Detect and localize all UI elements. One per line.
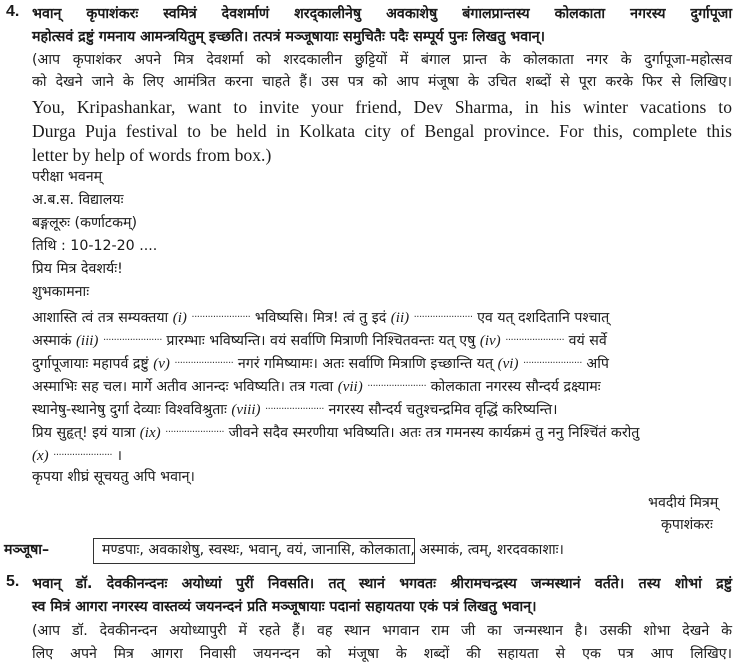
fill-blank-ii[interactable]: ...................... (413, 309, 473, 320)
fill-blank-iii[interactable]: ...................... (102, 332, 162, 343)
body-text: प्रिय सुहृत्! इयं यात्रा (32, 425, 140, 441)
body-text: आशास्ति त्वं तत्र सम्यक्तया (32, 310, 173, 326)
letter-body-line-7 (32, 442, 122, 467)
q4-instruction-hindi-line-1: (आप कृपाशंकर अपने मित्र देवशर्मा को शरदकालीन छुट्टियों में बंगाल प्रान्त के कोलकाता नगर के दुर्गापूजा-महोत्सव (32, 52, 732, 68)
fill-blank-iv[interactable]: ...................... (505, 332, 565, 343)
q5-instruction-sanskrit-line-1: भवान् डॉ. देवकीनन्दनः अयोध्यां पुरीं निवसति। तत् स्थानं भगवतः श्रीरामचन्द्रस्य जन्मस्थानं वर्तते। तस्य शोभां द्रष्टुं (32, 576, 732, 592)
fill-blank-v[interactable]: ...................... (174, 355, 234, 366)
blank-marker-ix: (ix) (139, 425, 161, 441)
question-number-4: 4. (6, 3, 20, 20)
fill-blank-x[interactable]: ...................... (53, 447, 113, 458)
fill-blank-viii[interactable]: ...................... (265, 401, 324, 412)
q4-instruction-english-line-1: You, Kripashankar, want to invite your friend, Dev Sharma, in his winter vacations to (32, 97, 732, 117)
body-text: दुर्गापूजायाः महापर्व द्रष्टुं (32, 356, 154, 372)
letter-signoff-line-1: भवदीयं मित्रम् (648, 495, 719, 511)
body-text: अस्माकं (32, 333, 76, 349)
letter-signoff-name: कृपाशंकरः (661, 517, 713, 533)
body-text: अस्माभिः सह चल। मार्गे अतीव आनन्दः भविष्यति। तत्र गत्वा (32, 379, 338, 395)
q4-instruction-sanskrit-line-2: महोत्सवं द्रष्टुं गमनाय आमन्त्रयितुम् इच्छति। तत्पत्रं मञ्जूषायाः समुचितैः पदैः सम्पूर्य पुनः लिखतु भवान्। (32, 29, 546, 45)
body-text: एव यत् दशदितानि पश्चात् (472, 310, 610, 326)
question-number-5: 5. (6, 573, 20, 590)
q5-instruction-hindi-line-1: (आप डॉ. देवकीनन्दन अयोध्यापुरी में रहते हैं। वह स्थान भगवान राम जी का जन्मस्थान है। उसकी शोभा देखने के (32, 623, 732, 639)
body-text: नगरस्य सौन्दर्य चतुश्चन्द्रमिव वृद्धिं करिष्यन्ति। (323, 402, 558, 418)
blank-marker-vii: (vii) (337, 379, 363, 395)
blank-marker-i: (i) (172, 310, 187, 326)
letter-body-line-6 (32, 419, 639, 444)
letter-date: तिथि : 10-12-20 .... (32, 238, 158, 254)
blank-marker-viii: (viii) (231, 402, 261, 418)
q4-instruction-english-line-2: Durga Puja festival to be held in Kolkata city of Bengal province. For this, complete this (32, 121, 732, 141)
body-text: वयं सर्वे (564, 333, 607, 349)
fill-blank-i[interactable]: ...................... (191, 309, 251, 320)
letter-salutation: प्रिय मित्र देवशर्यः! (32, 261, 123, 277)
blank-marker-x: (x) (32, 448, 49, 464)
body-text: भविष्यसि। मित्र! त्वं तु इदं (250, 310, 391, 326)
blank-marker-vi: (vi) (497, 356, 519, 372)
fill-blank-ix[interactable]: ...................... (165, 424, 225, 435)
body-text: कोलकाता नगरस्य सौन्दर्य द्रक्ष्यामः (426, 379, 601, 395)
blank-marker-ii: (ii) (390, 310, 410, 326)
body-text: नगरं गमिष्यामः। अतः सर्वाणि मित्राणि इच्छान्ति यत् (233, 356, 498, 372)
letter-body-line-3 (32, 350, 609, 375)
letter-body-line-2 (32, 327, 607, 352)
fill-blank-vii[interactable]: ...................... (367, 378, 427, 389)
fill-blank-vi[interactable]: ...................... (522, 355, 582, 366)
letter-body-line-5 (32, 396, 557, 421)
body-text: । (112, 448, 122, 464)
q4-instruction-sanskrit-line-1: भवान् कृपाशंकरः स्वमित्रं देवशर्माणं शरद्कालीनेषु अवकाशेषु बंगालप्रान्तस्य कोलकाता नगरस्य दुर्गापूजा (32, 6, 732, 22)
blank-marker-v: (v) (153, 356, 170, 372)
letter-closing-request: कृपया शीघ्रं सूचयतु अपि भवान्। (32, 469, 195, 485)
q5-instruction-sanskrit-line-2: स्व मित्रं आगरा नगरस्य वास्तव्यं जयनन्दनं प्रति मञ्जूषायाः पदानां सहायतया एकं पत्रं लिखतु भवान्। (32, 599, 537, 615)
letter-body-line-1 (32, 304, 609, 329)
body-text: प्रारम्भाः भविष्यन्ति। वयं सर्वाणि मित्राणी निश्चितवन्तः यत् एषु (161, 333, 480, 349)
word-box-words: मण्डपाः, अवकाशेषु, स्वस्थः, भवान्, वयं, जानासि, कोलकाता, अस्माकं, त्वम्, शरदवकाशाः। (102, 542, 564, 558)
letter-address-line-3: बङ्गलूरुः (कर्णाटकम्) (32, 215, 137, 231)
letter-greeting: शुभकामनाः (32, 284, 90, 300)
body-text: जीवने सदैव स्मरणीया भविष्यति। अतः तत्र गमनस्य कार्यक्रमं तु ननु निश्चिंतं करोतु (224, 425, 640, 441)
letter-address-line-1: परीक्षा भवनम् (32, 169, 103, 185)
q4-instruction-hindi-line-2: को देखने जाने के लिए आमंत्रित करना चाहते हैं। उस पत्र को आप मंजूषा के उचित शब्दों से पूरा करके फिर से लिखिए। (32, 74, 732, 90)
blank-marker-iii: (iii) (75, 333, 99, 349)
body-text: अपि (581, 356, 609, 372)
letter-body-line-4 (32, 373, 601, 398)
letter-address-line-2: अ.ब.स. विद्यालयः (32, 192, 124, 208)
word-box-label: मञ्जूषा– (4, 542, 50, 558)
blank-marker-iv: (iv) (479, 333, 501, 349)
q4-instruction-english-line-3: letter by help of words from box.) (32, 145, 272, 165)
q5-instruction-hindi-line-2: लिए अपने मित्र आगरा निवासी जयनन्दन को मंजूषा के शब्दों की सहायता से एक पत्र आप लिखिए। (32, 646, 732, 662)
body-text: स्थानेषु-स्थानेषु दुर्गा देव्याः विश्वविश्रुताः (32, 402, 232, 418)
